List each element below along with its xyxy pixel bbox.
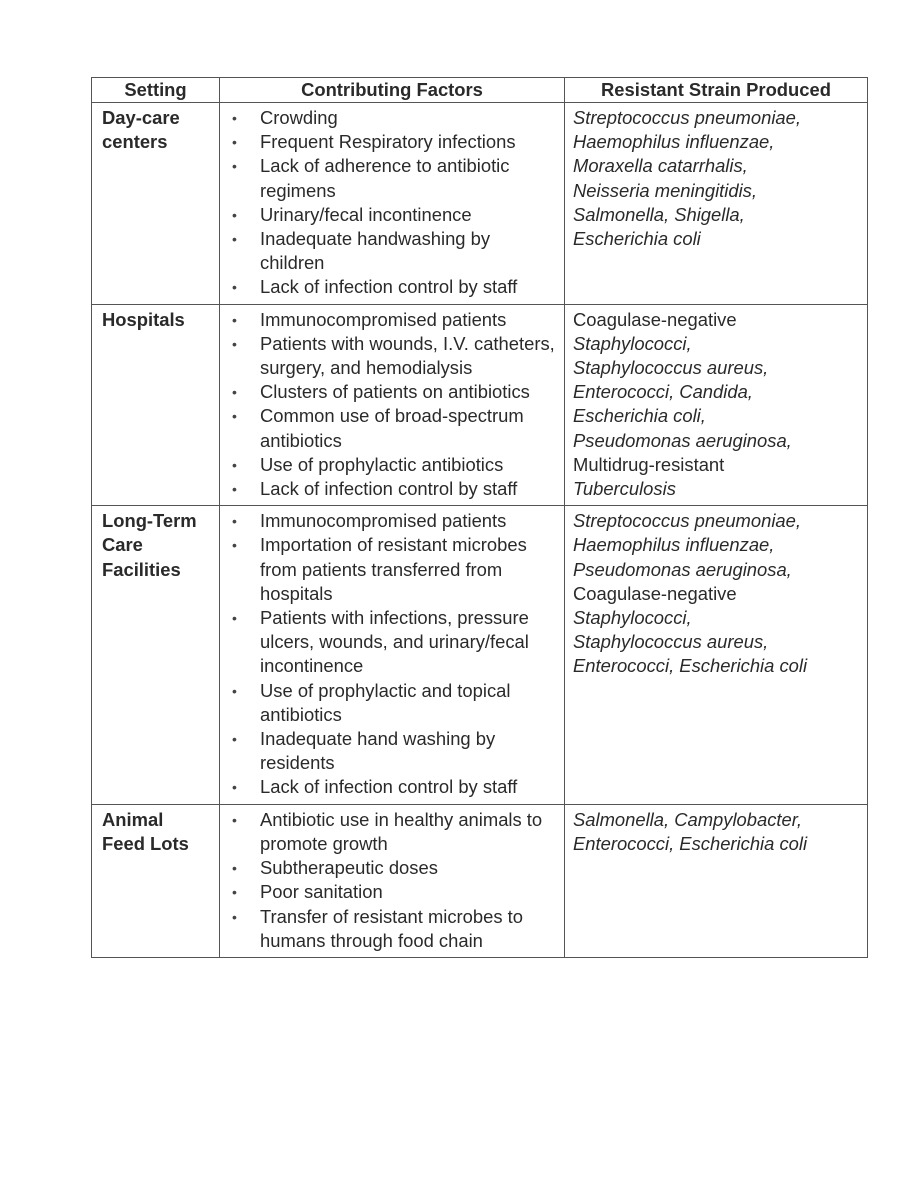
factor-item: • Antibiotic use in healthy animals to promote growth <box>228 808 558 856</box>
strain-name: Enterococci, Escherichia coli <box>573 832 808 854</box>
strain-name: Neisseria meningitidis, <box>573 179 757 201</box>
factor-list <box>228 308 558 502</box>
strains-cell <box>565 804 868 957</box>
factor-item: • Lack of infection control by staff <box>228 477 558 501</box>
strain-name: Multidrug-resistant <box>573 453 725 475</box>
strain-name: Pseudomonas aeruginosa, <box>573 429 792 451</box>
strains-cell <box>565 304 868 506</box>
setting-label: Hospitals <box>102 308 185 330</box>
setting-cell <box>92 103 220 305</box>
setting-label: Care <box>102 534 143 556</box>
factors-cell <box>220 304 565 506</box>
setting-label: Long-Term <box>102 510 197 532</box>
strain-name: Enterococci, Candida, <box>573 381 753 403</box>
table-row <box>92 304 868 506</box>
factors-cell <box>220 103 565 305</box>
setting-label: Feed Lots <box>102 832 189 854</box>
setting-cell <box>92 304 220 506</box>
header-resistant-strain: Resistant Strain Produced <box>565 78 868 103</box>
header-contributing-factors: Contributing Factors <box>220 78 565 103</box>
factor-item: • Frequent Respiratory infections <box>228 130 558 154</box>
factor-item: • Poor sanitation <box>228 880 558 904</box>
strains-cell <box>565 103 868 305</box>
strain-name: Pseudomonas aeruginosa, <box>573 558 792 580</box>
factor-item: • Subtherapeutic doses <box>228 856 558 880</box>
strain-name: Staphylococcus aureus, <box>573 631 769 653</box>
factors-cell <box>220 804 565 957</box>
setting-cell <box>92 506 220 804</box>
strain-name: Staphylococci, <box>573 332 692 354</box>
setting-label: Facilities <box>102 558 181 580</box>
strain-name: Streptococcus pneumoniae, <box>573 107 801 128</box>
factor-item: • Use of prophylactic antibiotics <box>228 453 558 477</box>
factor-item: • Transfer of resistant microbes to humans through food chain <box>228 905 558 953</box>
factor-item: • Patients with wounds, I.V. catheters, surgery, and hemodialysis <box>228 332 558 380</box>
strain-name: Streptococcus pneumoniae, <box>573 510 801 532</box>
resistance-table-container <box>91 77 867 958</box>
table-row <box>92 804 868 957</box>
table-row <box>92 103 868 305</box>
strain-name: Haemophilus influenzae, <box>573 131 775 153</box>
setting-label: Animal <box>102 808 164 830</box>
strain-name: Escherichia coli, <box>573 405 706 427</box>
factor-item: • Urinary/fecal incontinence <box>228 203 558 227</box>
factor-item: • Immunocompromised patients <box>228 308 558 332</box>
factor-item: • Lack of adherence to antibiotic regimens <box>228 154 558 202</box>
factor-item: • Crowding <box>228 106 558 130</box>
strain-name: Staphylococcus aureus, <box>573 357 769 379</box>
factor-list <box>228 106 558 300</box>
strain-name: Escherichia coli <box>573 228 701 250</box>
factor-item: • Patients with infections, pressure ulcers, wounds, and urinary/fecal incontinence <box>228 606 558 679</box>
factor-item: • Lack of infection control by staff <box>228 775 558 799</box>
factor-list <box>228 808 558 953</box>
setting-label: centers <box>102 131 168 153</box>
header-setting: Setting <box>92 78 220 103</box>
factor-list <box>228 509 558 799</box>
strains-cell <box>565 506 868 804</box>
strain-name: Salmonella, Campylobacter, <box>573 808 802 830</box>
setting-cell <box>92 804 220 957</box>
strain-name: Coagulase-negative <box>573 308 737 330</box>
strain-name: Tuberculosis <box>573 478 676 500</box>
table-header-row <box>92 78 868 103</box>
factor-item: • Inadequate handwashing by children <box>228 227 558 275</box>
factors-cell <box>220 506 565 804</box>
strain-name: Moraxella catarrhalis, <box>573 155 748 177</box>
setting-label: Day-care <box>102 107 180 128</box>
strain-name: Coagulase-negative <box>573 582 737 604</box>
factor-item: • Lack of infection control by staff <box>228 275 558 299</box>
factor-item: • Importation of resistant microbes from patients transferred from hospitals <box>228 533 558 606</box>
strain-name: Enterococci, Escherichia coli <box>573 655 808 677</box>
resistance-table <box>91 77 868 958</box>
factor-item: • Clusters of patients on antibiotics <box>228 380 558 404</box>
table-body <box>92 103 868 958</box>
strain-name: Salmonella, Shigella, <box>573 203 745 225</box>
factor-item: • Inadequate hand washing by residents <box>228 727 558 775</box>
strain-name: Staphylococci, <box>573 607 692 629</box>
table-row <box>92 506 868 804</box>
factor-item: • Use of prophylactic and topical antibiotics <box>228 679 558 727</box>
factor-item: • Immunocompromised patients <box>228 509 558 533</box>
factor-item: • Common use of broad-spectrum antibiotics <box>228 404 558 452</box>
strain-name: Haemophilus influenzae, <box>573 534 775 556</box>
